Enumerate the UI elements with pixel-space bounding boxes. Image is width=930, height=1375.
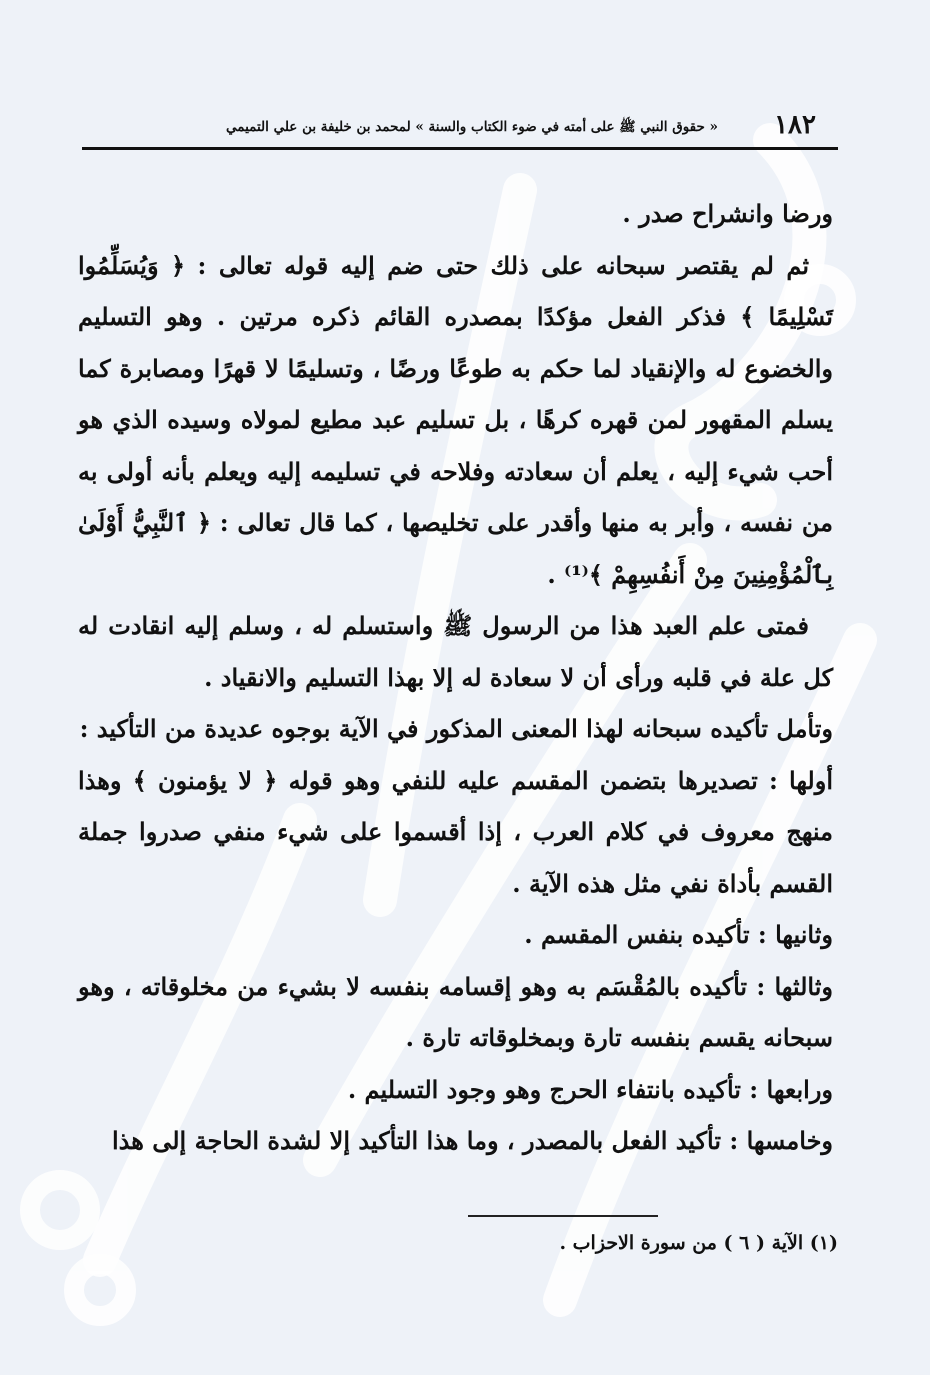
running-title: « حقوق النبي ﷺ على أمته في ضوء الكتاب والسنة » لمحمد بن خليفة بن علي التميمي — [226, 119, 718, 135]
paragraph: وخامسها : تأكيد الفعل بالمصدر ، وما هذا التأكيد إلا لشدة الحاجة إلى هذا — [111, 1126, 833, 1155]
paragraph: وتأمل تأكيده سبحانه لهذا المعنى المذكور في الآية بوجوه عديدة من التأكيد : — [79, 714, 833, 743]
paragraph: وثالثها : تأكيده بالمُقْسَم به وهو إقسامه بنفسه لا بشيء من مخلوقاته ، وهو سبحانه يقسم بنفسه تارة وبمخلوقاته تارة . — [78, 971, 833, 1052]
paragraph: ورابعها : تأكيده بانتفاء الحرج وهو وجود التسليم . — [347, 1074, 833, 1104]
paragraph: ثم لم يقتصر سبحانه على ذلك حتى ضم إليه قوله تعالى : ﴿ وَيُسَلِّمُوا تَسْلِيمًا ﴾ فذكر الفعل مؤكدًا بمصدره القائم ذكره مرتين . وهو التسليم والخضوع له والإنقياد لما حكم به طوعًا ورضًا ، وتسليمًا لا قهرًا ومصابرة كما يسلم المقهور لمن قهره كرهًا ، بل تسليم عبد مطيع لمولاه وسيده الذي هو أحب شيء إليه ، يعلم أن سعادته وفلاحه في تسليمه إليه ويعلم بأنه أولى به من نفسه ، وأبر به منها وأقدر على تخليصها ، كما قال تعالى : ﴿ ٱلنَّبِيُّ أَوْلَىٰ بِٱلْمُؤْمِنِينَ مِنْ أَنفُسِهِمْ ﴾⁽¹⁾ . — [78, 250, 833, 589]
paragraph-continuation: ورضا وانشراح صدر . — [622, 199, 833, 228]
page-number: ١٨٢ — [774, 110, 816, 140]
paragraph: فمتى علم العبد هذا من الرسول ﷺ واستسلم له ، وسلم إليه انقادت له كل علة في قلبه ورأى أن لا سعادة له إلا بهذا التسليم والانقياد . — [78, 611, 833, 692]
paragraph: وثانيها : تأكيده بنفس المقسم . — [524, 920, 833, 949]
main-text — [78, 188, 833, 1167]
header-divider — [82, 147, 838, 150]
paragraph: أولها : تصديرها بتضمن المقسم عليه للنفي وهو قوله ﴿ لا يؤمنون ﴾ وهذا منهج معروف في كلام العرب ، إذا أقسموا على شيء منفي صدروا جملة القسم بأداة نفي مثل هذه الآية . — [78, 765, 833, 898]
footnote: (١) الآية ( ٦ ) من سورة الاحزاب . — [559, 1232, 838, 1254]
page-header — [82, 108, 838, 148]
footnote-divider — [468, 1215, 658, 1217]
